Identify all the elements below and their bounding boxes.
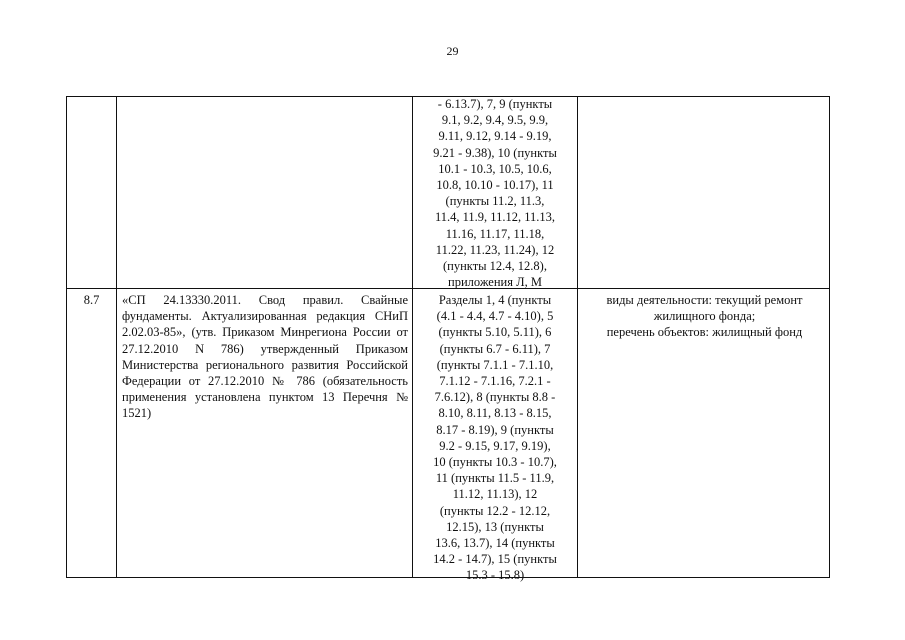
application-scope: виды деятельности: текущий ремонт жилищного фонда; перечень объектов: жилищный фонд [606, 293, 803, 340]
row-number: 8.7 [83, 293, 100, 307]
applicable-sections: Разделы 1, 4 (пункты (4.1 - 4.4, 4.7 - 4.10), 5 (пункты 5.10, 5.11), 6 (пункты 6.7 - 6.11), 7 (пункты 7.1.1 - 7.1.10, 7.1.12 - 7.1.16, 7.2.1 - 7.6.12), 8 (пункты 8.8 - 8.10, 8.11, 8.13 - 8.15, 8.17 - 8.19), 9 (пункты 9.2 - 9.15, 9.17, 9.19), 10 (пункты 10.3 - 10.7), 11 (пункты 11.5 - 11.9, 11.12, 11.13), 12 (пункты 12.2 - 12.12, 12.15), 13 (пункты 13.6, 13.7), 14 (пункты 14.2 - 14.7), 15 (пункты 15.3 - 15.8) [433, 293, 557, 583]
column-divider [116, 97, 117, 577]
applicable-sections: - 6.13.7), 7, 9 (пункты 9.1, 9.2, 9.4, 9.5, 9.9, 9.11, 9.12, 9.14 - 9.19, 9.21 - 9.38), 10 (пункты 10.1 - 10.3, 10.5, 10.6, 10.8, 10.10 - 10.17), 11 (пункты 11.2, 11.3, 11.4, 11.9, 11.12, 11.13, 11.16, 11.17, 11.18, 11.22, 11.23, 11.24), 12 (пункты 12.4, 12.8), приложения Л, М [433, 97, 557, 290]
requirements-table [66, 96, 830, 583]
page-number: 29 [446, 44, 459, 58]
standard-title: «СП 24.13330.2011. Свод правил. Свайные фундаменты. Актуализированная редакция СНиП 2.02.03-85», (утв. Приказом Минрегиона России от 27.12.2010 N 786) утвержденный Приказом Министерства регионального развития Российской Федерации от 27.12.2010 № 786 (обязательность применения установлена пунктом 13 Перечня № 1521) [122, 293, 408, 421]
